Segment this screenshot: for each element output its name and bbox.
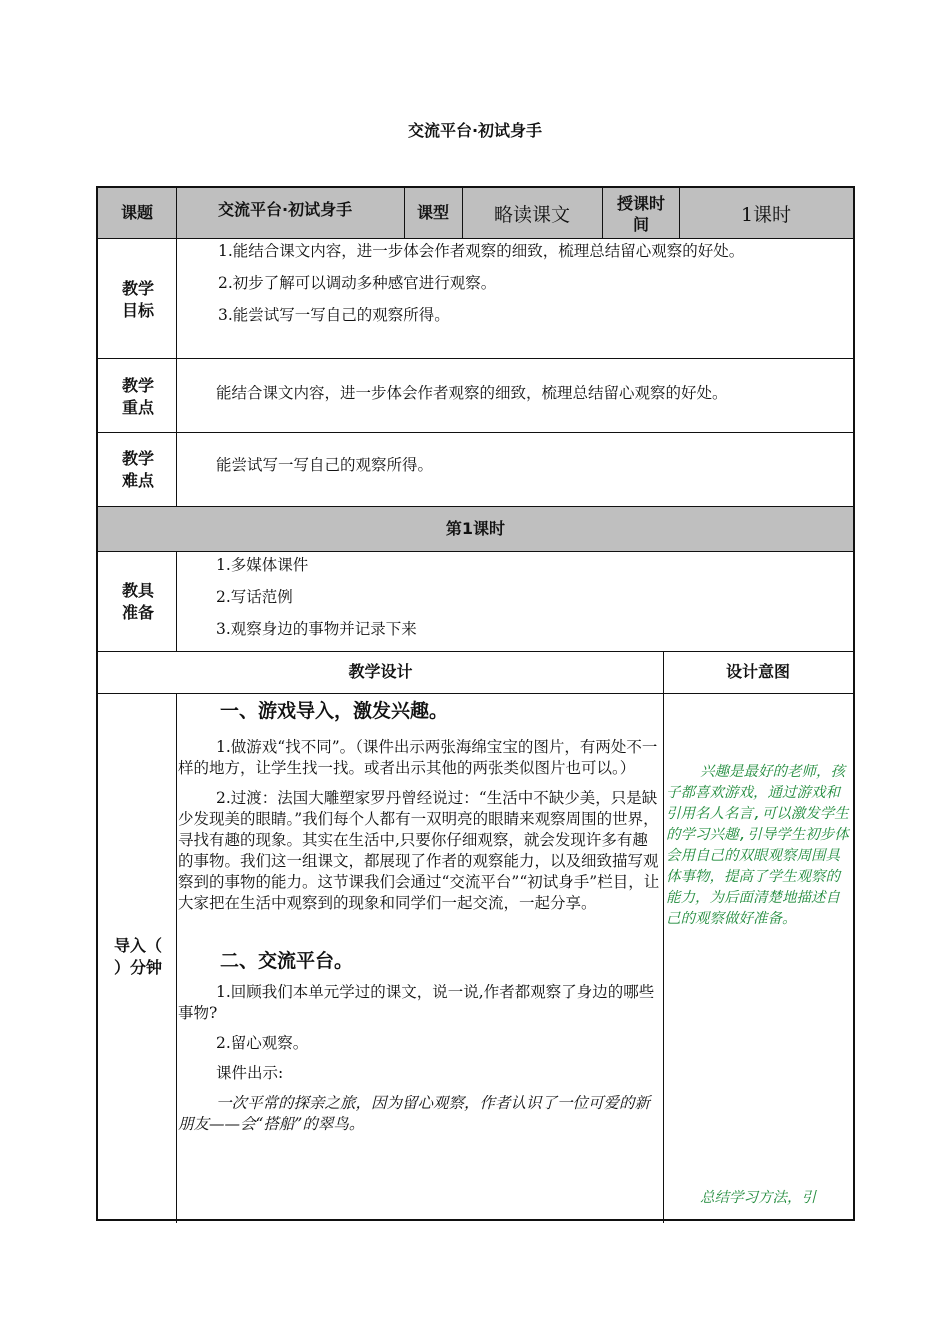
intent-note: 总结学习方法，引 <box>700 1190 816 1206</box>
intent-header: 设计意图 <box>725 662 790 681</box>
tool-item: 1.多媒体课件 <box>216 556 309 574</box>
key-points-text: 能结合课文内容，进一步体会作者观察的细致，梳理总结留心观察的好处。 <box>216 384 728 402</box>
type-label: 课型 <box>416 203 449 222</box>
design-paragraph: 1.回顾我们本单元学过的课文，说一说,作者都观察了身边的哪些事物? <box>178 983 655 1022</box>
key-points-label: 教学重点 <box>122 376 155 417</box>
intent-note: 兴趣是最好的老师，孩子都喜欢游戏，通过游戏和引用名人名言,可以激发学生的学习兴趣,引导学生初步体会用自己的双眼观察周围具体事物，提高了学生观察的能力，为后面清楚地描述自己的观察做好准备。 <box>666 764 849 927</box>
design-paragraph: 课件出示: <box>216 1064 284 1082</box>
goal-item: 1.能结合课文内容，进一步体会作者观察的细致，梳理总结留心观察的好处。 <box>218 242 745 260</box>
time-value: 1课时 <box>740 203 792 226</box>
topic-value: 交流平台·初试身手 <box>218 200 353 219</box>
tools-list <box>216 555 816 640</box>
design-quote: 一次平常的探亲之旅，因为留心观察，作者认识了一位可爱的新朋友——会“搭船”的翠鸟。 <box>178 1094 651 1133</box>
goal-item: 3.能尝试写一写自己的观察所得。 <box>218 306 450 324</box>
tool-item: 2.写话范例 <box>216 588 293 606</box>
intro-label: 导入（ ）分钟 <box>113 936 162 977</box>
tool-item: 3.观察身边的事物并记录下来 <box>216 620 417 638</box>
goals-label: 教学目标 <box>122 279 155 320</box>
design-header: 教学设计 <box>348 662 413 681</box>
topic-label: 课题 <box>120 203 153 222</box>
section-heading: 二、交流平台。 <box>220 950 354 972</box>
design-paragraph: 1.做游戏“找不同”。（课件出示两张海绵宝宝的图片，有两处不一样的地方，让学生找一找。或者出示其他的两张类似图片也可以。） <box>178 738 658 777</box>
design-content <box>178 696 662 1221</box>
difficulties-text: 能尝试写一写自己的观察所得。 <box>216 456 434 474</box>
goal-item: 2.初步了解可以调动多种感官进行观察。 <box>218 274 497 292</box>
section-heading: 一、游戏导入，激发兴趣。 <box>220 700 449 722</box>
design-paragraph: 2.过渡：法国大雕塑家罗丹曾经说过：“生活中不缺少美，只是缺少发现美的眼睛。”我们每个人都有一双明亮的眼睛来观察周围的世界，寻找有趣的现象。其实在生活中,只要你仔细观察，就会发现许多有趣的事物。我们这一组课文，都展现了作者的观察能力，以及细致描写观察到的事物的能力。这节课我们会通过“交流平台”“初试身手”栏目，让大家把在生活中观察到的现象和同学们一起交流，一起分享。 <box>178 789 660 912</box>
lesson-plan-table <box>96 186 855 1221</box>
difficulties-label: 教学难点 <box>122 449 155 490</box>
type-value: 略读课文 <box>493 203 570 226</box>
goals-list <box>180 241 852 326</box>
lesson-bar: 第1课时 <box>445 519 506 538</box>
design-paragraph: 2.留心观察。 <box>216 1034 309 1052</box>
page-title: 交流平台·初试身手 <box>407 121 543 140</box>
tools-label: 教具准备 <box>122 581 155 622</box>
time-label: 授课时间 <box>616 194 665 234</box>
